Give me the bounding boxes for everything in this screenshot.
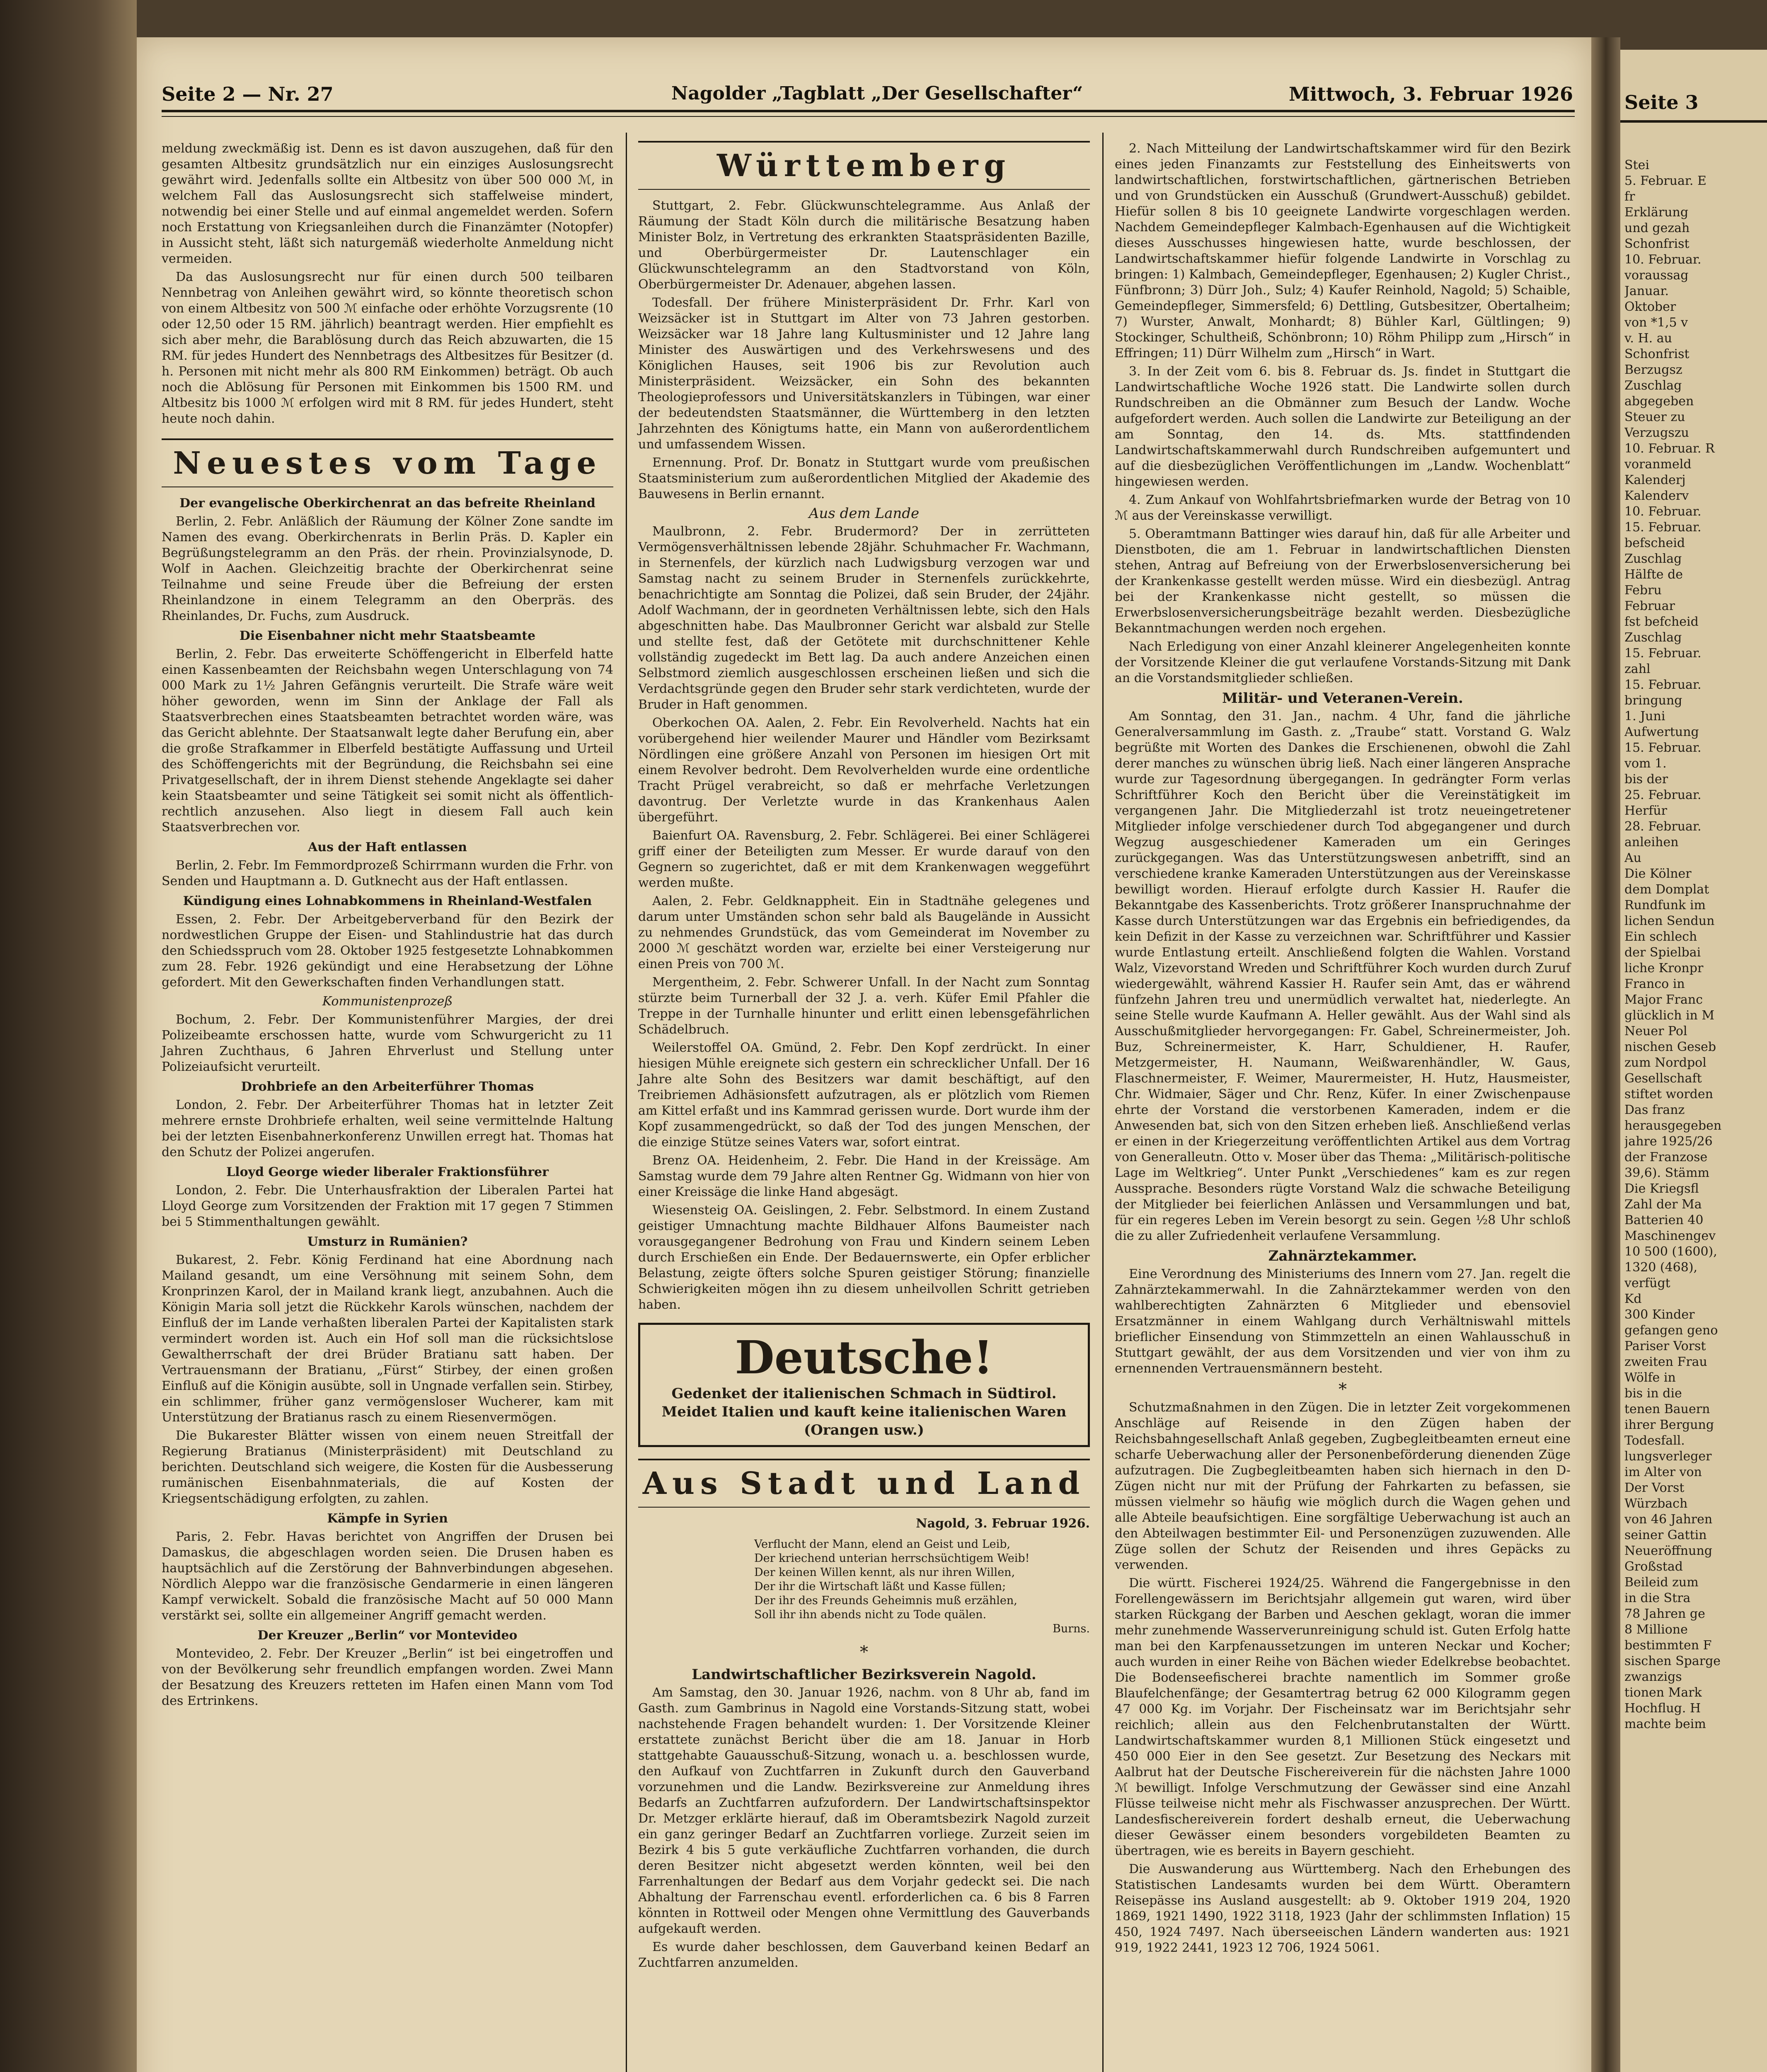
article-headline: Lloyd George wieder liberaler Fraktionsführer [226, 1165, 549, 1179]
article-text: Oberkochen OA. Aalen, 2. Febr. Ein Revolverheld. Nachts hat ein vorübergehend hier weilender Maurer und Händler vom Bezirksamt Nördlingen eine größere Anzahl von Personen im hiesigen Ort mit einem Revolver bedroht. Dem Revolverhelden wurde eine ordentliche Tracht Prügel verabreicht, so daß er mehrfache Verletzungen davontrug. Der Verletzte wurde in das Krankenhaus Aalen übergeführt. [638, 716, 1090, 825]
article-headline: Der evangelische Oberkirchenrat an das befreite Rheinland [179, 496, 595, 511]
article-text: Mergentheim, 2. Febr. Schwerer Unfall. In der Nacht zum Sonntag stürzte beim Turnerball der 32 J. a. verh. Küfer Emil Pfahler die Treppe in der Turnhalle hinunter und erlitt einen lebensgefährlichen Schädelbruch. [638, 975, 1090, 1037]
article-text: Berlin, 2. Febr. Anläßlich der Räumung der Kölner Zone sandte im Namen des evang. Oberkirchenrats in Berlin Präs. D. Kapler ein Begrüßungstelegramm an den Präs. der rhein. Provinzialsynode, D. Wolf in Aachen. Gleichzeitig brachte der Oberkirchenrat seine Teilnahme und seine Freude über die Befreiung der ersten Rheinlandzone in einem Telegramm an den Oberpräs. des Rheinlandes, Dr. Fuchs, zum Ausdruck. [162, 514, 613, 623]
adjacent-page-line: und gezah [1624, 221, 1690, 235]
adjacent-page-line: 15. Februar. [1624, 646, 1702, 661]
adjacent-page-line: verfügt [1624, 1276, 1670, 1290]
adjacent-page-line: tenen Bauern [1624, 1402, 1710, 1416]
adjacent-page-line: Stei [1624, 158, 1649, 172]
adjacent-page-line: von *1,5 v [1624, 315, 1688, 330]
adjacent-page-line: von 46 Jahren [1624, 1512, 1713, 1527]
adjacent-page-line: 1. Juni [1624, 709, 1665, 724]
adjacent-page-line: Zuschlag [1624, 552, 1682, 566]
adjacent-page-line: der Franzose [1624, 1150, 1708, 1164]
adjacent-page-line: bringung [1624, 693, 1682, 708]
adjacent-page-line: vom 1. [1624, 756, 1667, 771]
article-text: 2. Nach Mitteilung der Landwirtschaftskammer wird für den Bezirk eines jeden Finanzamts zur Feststellung des Einheitswerts von landwirtschaftlichen, forstwirtschaftlichen, gärtnerischen Betrieben und von Grundstücken ein Ausschuß (Grundwert-Ausschuß) gebildet. Hiefür sollen 8 bis 10 geeignete Landwirte vorgeschlagen werden. Nachdem Gemeindepfleger Kalmbach-Egenhausen auf die Wichtigkeit dieses Ausschusses hingewiesen hatte, wurde beschlossen, der Landwirtschaftskammer hiefür folgende Landwirte in Vorschlag zu bringen: 1) Kalmbach, Gemeindepfleger, Egenhausen; 2) Kugler Christ., Fünfbronn; 3) Dürr Joh., Sulz; 4) Kaufer Reinhold, Nagold; 5) Schaible, Gemeindepfleger, Simmersfeld; 6) Dettling, Gutsbesitzer, Obertalheim; 7) Wurster, Anwalt, Monhardt; 8) Bühler Karl, Gültlingen; 9) Stockinger, Schultheiß, Schönbronn; 10) Röhm Philipp zum „Hirsch“ in Effringen; 11) Dürr Wilhelm zum „Hirsch“ in Wart. [1115, 141, 1571, 361]
section-title: Neuestes vom Tage [162, 438, 613, 487]
article-text: London, 2. Febr. Der Arbeiterführer Thomas hat in letzter Zeit mehrere ernste Drohbriefe erhalten, weil seine vermittelnde Haltung bei der letzten Eisenbahnerkonferenz Unwillen erregt hat. Thomas hat den Schutz der Polizei angerufen. [162, 1098, 613, 1159]
adjacent-page-line: Verzugszu [1624, 426, 1689, 440]
adjacent-page-line: Kd [1624, 1292, 1642, 1306]
adjacent-page-line: machte beim [1624, 1717, 1706, 1731]
article-text: Nach Erledigung von einer Anzahl kleinerer Angelegenheiten konnte der Vorsitzende Kleiner die gut verlaufene Vorstands-Sitzung mit Dank an die Vorstandsmitglieder schließen. [1115, 639, 1571, 685]
adjacent-page-line: zwanzigs [1624, 1670, 1682, 1684]
section-title: Aus Stadt und Land [638, 1459, 1090, 1508]
adjacent-page-line: 15. Februar. [1624, 678, 1702, 692]
adjacent-page-line: Maschinengev [1624, 1229, 1716, 1243]
article-headline: Die Eisenbahner nicht mehr Staatsbeamte [239, 629, 536, 643]
article-text: Wiesensteig OA. Geislingen, 2. Febr. Selbstmord. In einem Zustand geistiger Umnachtung machte Bildhauer Alfons Baumeister nach vorausgegangener Bedrohung von Frau und Kindern seinem Leben durch Erschießen ein Ende. Der Bedauernswerte, ein Opfer erblicher Belastung, zeigte öfters solche Spuren geistiger Störung; finanzielle Schwierigkeiten mögen ihn zu diesem unheilvollen Schritt getrieben haben. [638, 1203, 1090, 1312]
adjacent-page-line: voranmeld [1624, 457, 1692, 472]
adjacent-page-line: seiner Gattin [1624, 1528, 1707, 1542]
article-text: Ernennung. Prof. Dr. Bonatz in Stuttgart wurde vom preußischen Staatsministerium zum außerordentlichen Mitglied der Akademie des Bauwesens in Berlin ernannt. [638, 455, 1090, 501]
adjacent-page-line: Pariser Vorst [1624, 1339, 1706, 1353]
adjacent-page-line: Hälfte de [1624, 567, 1683, 582]
column-1 [162, 141, 613, 1711]
adjacent-page-line: 25. Februar. [1624, 788, 1702, 802]
adjacent-page-line: fst befcheid [1624, 615, 1699, 629]
adjacent-page-line: bestimmten F [1624, 1638, 1712, 1653]
adjacent-page-line: in die Stra [1624, 1591, 1691, 1605]
poem-line: Der kriechend unterian herrschsüchtigem Weib! [754, 1552, 1030, 1565]
article-text: meldung zweckmäßig ist. Denn es ist davon auszugehen, daß für den gesamten Altbesitz grundsätzlich nur ein einziges Auslosungsrecht gewährt wird. Jedenfalls sollte ein Altbesitz von über 500 000 ℳ, in welchem Fall das Auslosungsrecht sich staffelweise mindert, notwendig bei einer Stelle und auf einmal angemeldet werden. Sofern noch Erstattung von Kriegsanleihen durch die Finanzämter (Notopfer) in Aussicht steht, läßt sich naturgemäß wiederholte Anmeldung nicht vermeiden. [162, 141, 613, 266]
adjacent-page-text [1624, 157, 1765, 1732]
adjacent-page-line: lichen Sendun [1624, 914, 1715, 928]
article-text: Berlin, 2. Febr. Im Femmordprozeß Schirrmann wurden die Frhr. von Senden und Hauptmann a. D. Gutknecht aus der Haft entlassen. [162, 858, 613, 888]
adjacent-page-line: 10. Februar. R [1624, 441, 1715, 456]
poem-line: Der keinen Willen kennt, als nur ihren Willen, [754, 1566, 1015, 1579]
adjacent-page-line: lungsverleger [1624, 1449, 1712, 1464]
dateline: Nagold, 3. Februar 1926. [916, 1516, 1090, 1531]
book-binding-left [0, 0, 137, 2072]
article-text: Am Sonntag, den 31. Jan., nachm. 4 Uhr, fand die jährliche Generalversammlung im Gasth. z. „Traube“ statt. Vorstand G. Walz begrüßte mit Worten des Dankes die Erschienenen, obwohl die Zahl derer manches zu wünschen übrig ließ. Nach einer längeren Ansprache wurde zur Tagesordnung übergegangen. In gedrängter Form verlas Schriftführer Koch den Bericht über die Vereinstätigkeit im vergangenen Jahr. Die Mitgliederzahl ist trotz neueingetretener Mitglieder infolge verschiedener durch Tod abgegangener und durch Wegzug ausgeschiedener Kameraden um ein Geringes zurückgegangen. Was das Unterstützungswesen anbetrifft, sind an verschiedene kranke Kameraden Unterstützungen aus der Vereinskasse bewilligt worden. Hierauf erfolgte durch Kassier H. Raufer die Bekanntgabe des Kassenberichts. Trotz größerer Inanspruchnahme der Kasse durch Unterstützungen war das Ergebnis ein befriedigendes, da kein Defizit in der Kasse zu verzeichnen war. Schriftführer und Kassier wurde Entlastung erteilt. Anschließend folgten die Wahlen. Vorstand Walz, Vizevorstand Wreden und Schriftführer Koch wurden durch Zuruf wiedergewählt, während Kassier H. Raufer sein Amt, das er während fünfzehn Jahren treu und unermüdlich verwaltet hat, niederlegte. An seine Stelle wurde Kaufmann A. Heller gewählt. Aus der Wahl sind als Ausschußmitglieder hervorgegangen: Fr. Gabel, Schreinermeister, Joh. Buz, Schreinermeister, K. Harr, Schuldiener, H. Raufer, Metzgermeister, H. Naumann, Weißwarenhändler, W. Gaus, Flaschnermeister, F. Weimer, Maurermeister, H. Hutz, Hausmeister, Chr. Widmaier, Säger und Chr. Renz, Küfer. In einer Zwischenpause ehrte der Vorstand die verstorbenen Kameraden, indem er die Anwesenden bat, sich von den Sitzen erheben ließ. Anschließend verlas er einen in der Kriegerzeitung veröffentlichten Artikel aus dem Vortrag von Generalleutn. Otto v. Moser über das Thema: „Militärisch-politische Lage im Weltkrieg“. Unter Punkt „Verschiedenes“ kam es zur regen Aussprache. Besonders rügte Vorstand Walz die schwache Beteiligung der Mitglieder bei feierlichen Anlässen und Versammlungen und bat, für ein regeres Leben im Verein besorgt zu sein. Gegen ½8 Uhr schloß die zu aller Zufriedenheit verlaufene Versammlung. [1115, 709, 1571, 1243]
article-text: Die Bukarester Blätter wissen von einem neuen Streitfall der Regierung Bratianus (Ministerpräsident) mit Deutschland zu berichten. Deutschland sich weigere, die Kosten für die Ausbesserung rumänischen Eisenbahnmaterials, die auf Kosten der Kriegsentschädigung erfolgten, zu zahlen. [162, 1428, 613, 1506]
adjacent-page-line: Kalenderj [1624, 473, 1686, 487]
article-text: Bochum, 2. Febr. Der Kommunistenführer Margies, der drei Polizeibeamte erschossen hatte, wurde vom Schwurgericht zu 11 Jahren Zuchthaus, 6 Jahren Ehrverlust und Stellung unter Polizeiaufsicht verurteilt. [162, 1012, 613, 1074]
adjacent-page-line: 5. Februar. E [1624, 174, 1706, 188]
adjacent-page-line: Februar [1624, 599, 1675, 613]
adjacent-page-line: Oktober [1624, 300, 1676, 314]
adjacent-page-line: zweiten Frau [1624, 1355, 1707, 1369]
article-text: Todesfall. Der frühere Ministerpräsident Dr. Frhr. Karl von Weizsäcker ist in Stuttgart im Alter von 73 Jahren gestorben. Weizsäcker war 18 Jahre lang Kultusminister und 12 Jahre lang Minister des Auswärtigen und des Verkehrswesens und des Königlichen Hauses, seit 1906 bis zur Revolution auch Ministerpräsident. Weizsäcker, ein Sohn des bekannten Theologieprofessors und Universitätskanzlers in Tübingen, war einer der bedeutendsten Staatsmänner, die Württemberg in den letzten Jahrzehnten des Königtums hatte, ein Mann von außerordentlichem und umfassendem Wissen. [638, 295, 1090, 452]
article-headline: Umsturz in Rumänien? [307, 1234, 468, 1249]
article-text: Brenz OA. Heidenheim, 2. Febr. Die Hand in der Kreissäge. Am Samstag wurde dem 79 Jahre alten Rentner Gg. Widmann von hier von einer Kreissäge die linke Hand abgesägt. [638, 1153, 1090, 1199]
adjacent-page-line: liche Kronpr [1624, 961, 1704, 975]
adjacent-page-line: 1320 (468), [1624, 1260, 1698, 1275]
article-headline: Kämpfe in Syrien [327, 1511, 448, 1526]
issue-date: Mittwoch, 3. Februar 1926 [1289, 83, 1573, 105]
adjacent-page-line: Das franz [1624, 1103, 1685, 1117]
adjacent-page-line: voraussag [1624, 268, 1689, 283]
adjacent-page-line: Herfür [1624, 804, 1668, 818]
column-divider [1102, 133, 1104, 2072]
poem [754, 1537, 1090, 1636]
adjacent-page-line: fr [1624, 189, 1635, 204]
adjacent-page-line: 10. Februar. [1624, 504, 1702, 519]
adjacent-page-line: Major Franc [1624, 992, 1703, 1007]
adjacent-page [1620, 50, 1767, 2072]
article-headline: Der Kreuzer „Berlin“ vor Montevideo [257, 1628, 518, 1643]
adjacent-page-line: Batterien 40 [1624, 1213, 1704, 1227]
adjacent-page-line: im Alter von [1624, 1465, 1702, 1479]
adjacent-page-line: stiftet worden [1624, 1087, 1713, 1101]
article-text: Am Samstag, den 30. Januar 1926, nachm. von 8 Uhr ab, fand im Gasth. zum Gambrinus in Nagold eine Vorstands-Sitzung statt, wobei nachstehende Fragen behandelt wurden: 1. Der Vorsitzende Kleiner erstattete zunächst Bericht über die am 18. Januar in Horb stattgehabte Gauausschuß-Sitzung, wonach u. a. beschlossen wurde, den Aufkauf von Zuchtfarren in Zukunft durch den Gauverband vorzunehmen und die Landw. Bezirksvereine zur Anmeldung ihres Bedarfs an Zuchtfarren aufzufordern. Der Landwirtschaftsinspektor Dr. Metzger erklärte hierauf, daß im Oberamtsbezirk Nagold zurzeit ein ganz geringer Bedarf an Zuchtfarren vorliege. Zurzeit seien im Bezirk 4 bis 5 gute verkäufliche Zuchtfarren vorhanden, die durch deren Besitzer nicht abgesetzt werden könnten, weil bei den Farrenhaltungen der Bedarf aus dem Vorjahr gedeckt sei. Die nach Abhaltung der Farrenschau eventl. erforderlichen ca. 6 bis 8 Farren könnten in Rottweil oder Mengen ohne Vermittlung des Gauverbands aufgekauft werden. [638, 1685, 1090, 1936]
adjacent-page-line: Neueröffnung [1624, 1544, 1712, 1558]
column-2 [638, 141, 1090, 1973]
adjacent-page-line: ihrer Bergung [1624, 1418, 1714, 1432]
adjacent-page-line: Aufwertung [1624, 725, 1699, 739]
article-text: 4. Zum Ankauf von Wohlfahrtsbriefmarken wurde der Betrag von 10 ℳ aus der Vereinskasse verwilligt. [1115, 493, 1571, 523]
poem-line: Der ihr die Wirtschaft läßt und Kasse füllen; [754, 1580, 1006, 1593]
adjacent-page-line: zahl [1624, 662, 1651, 676]
adjacent-page-line: sischen Sparge [1624, 1654, 1721, 1668]
adjacent-page-line: Schonfrist [1624, 347, 1690, 361]
adjacent-page-line: 39,6). Stämm [1624, 1166, 1709, 1180]
adjacent-page-line: glücklich in M [1624, 1008, 1715, 1023]
poem-author: Burns. [1053, 1622, 1090, 1635]
adjacent-page-line: tionen Mark [1624, 1685, 1702, 1700]
header-rule [162, 110, 1575, 112]
ad-line: Gedenket der italienischen Schmach in Südtirol. [671, 1385, 1057, 1402]
article-headline: Zahnärztekammer. [1268, 1248, 1417, 1264]
article-text: Bukarest, 2. Febr. König Ferdinand hat eine Abordnung nach Mailand gesandt, um eine Versöhnung mit seinem Sohn, dem Kronprinzen Karol, der in Mailand krank liegt, anzubahnen. Auch die Königin Maria soll jetzt die Rückkehr Karols wünschen, nachdem der Einfluß der im Lande verhaßten liberalen Partei der Kapitalisten stark vermindert worden ist. Auch ein Hof soll man die rücksichtslose Gewaltherrschaft der drei Brüder Bratianu satt haben. Der Vertrauensmann der Bratianu, „Fürst“ Stirbey, der einen großen Einfluß auf die Königin ausübte, soll in Ungnade verfallen sein. Stirbey, ein schlimmer, früher ganz vermögensloser Wucherer, kam mit Unterstützung der Bratianus rasch zu einem Riesenvermögen. [162, 1253, 613, 1425]
article-text: London, 2. Febr. Die Unterhausfraktion der Liberalen Partei hat Lloyd George zum Vorsitzenden der Fraktion mit 17 gegen 7 Stimmen bei 5 Stimmenthaltungen gewählt. [162, 1183, 613, 1229]
adjacent-page-line: befscheid [1624, 536, 1685, 550]
adjacent-page-line: jahre 1925/26 [1624, 1134, 1713, 1149]
section-title: Württemberg [638, 141, 1090, 190]
adjacent-page-line: Die Kriegsfl [1624, 1181, 1699, 1196]
adjacent-page-line: Gesellschaft [1624, 1071, 1702, 1086]
article-text: Aalen, 2. Febr. Geldknappheit. Ein in Stadtnähe gelegenes und darum unter Umständen schon sehr bald als Baugelände in Aussicht zu nehmendes Grundstück, das vom Gemeinderat im November zu 2000 ℳ geschätzt worden war, erzielte bei einer Versteigerung nur einen Preis von 700 ℳ. [638, 894, 1090, 971]
article-text: Da das Auslosungsrecht nur für einen durch 500 teilbaren Nennbetrag von Anleihen gewährt wird, so könnte theoretisch schon von einem Altbesitz von 500 ℳ einfache oder erhöhte Vorzugsrente (10 oder 12,50 oder 15 RM. jährlich) beantragt werden. Hier empfiehlt es sich aber mehr, die Barablösung durch das Reich abzuwarten, die 15 RM. für jedes Hundert des Nennbetrags des Altbesitzes für Besitzer (d. h. Personen mit nicht mehr als 800 RM Einkommen) beträgt. Ob auch noch die Ablösung für Personen mit Einkommen bis 1500 RM. und Altbesitz bis 1000 ℳ erfolgen wird mit 8 RM. für jedes Hundert, steht heute noch dahin. [162, 270, 613, 426]
book-gutter [1591, 37, 1620, 2072]
article-text: Essen, 2. Febr. Der Arbeitgeberverband für den Bezirk der nordwestlichen Gruppe der Eisen- und Stahlindustrie hat das durch den Schiedsspruch vom 28. Oktober 1925 festgesetzte Lohnabkommen zum 28. Febr. 1926 gekündigt und eine Herabsetzung der Löhne gefordert. Mit den Gewerkschaften finden Verhandlungen statt. [162, 912, 613, 990]
adjacent-page-line: Franco in [1624, 977, 1685, 991]
separator-star: * [860, 1643, 868, 1662]
article-headline: Kündigung eines Lohnabkommens in Rheinland-Westfalen [183, 894, 592, 908]
article-text: Baienfurt OA. Ravensburg, 2. Febr. Schlägerei. Bei einer Schlägerei griff einer der Beteiligten zum Messer. Er wurde darauf von den Gegnern so zugerichtet, daß er mit dem Krankenwagen weggeführt werden mußte. [638, 828, 1090, 890]
adjacent-page-line: dem Domplat [1624, 882, 1709, 897]
header-rule [1620, 120, 1767, 123]
adjacent-page-line: Erklärung [1624, 205, 1689, 220]
adjacent-page-line: Großstad [1624, 1559, 1683, 1574]
adjacent-page-line: bis in die [1624, 1386, 1682, 1401]
adjacent-page-line: Febru [1624, 583, 1662, 598]
adjacent-page-line: 15. Februar. [1624, 741, 1702, 755]
adjacent-page-line: Hochflug. H [1624, 1701, 1701, 1716]
article-headline: Kommunistenprozeß [322, 994, 453, 1009]
adjacent-page-line: Beileid zum [1624, 1575, 1699, 1590]
adjacent-page-line: zum Nordpol [1624, 1055, 1706, 1070]
article-text: Berlin, 2. Febr. Das erweiterte Schöffengericht in Elberfeld hatte einen Kassenbeamten der Reichsbahn wegen Unterschlagung von 74 000 Mark zu 1½ Jahren Gefängnis verurteilt. Die Strafe wäre weit höher geworden, wenn im Sinn der Anklage der Fall als Staatsverbrechen eines Staatsbeamten betrachtet worden wäre, was das Gericht ablehnte. Der Staatsanwalt legte daher Berufung ein, aber die große Strafkammer in Elberfeld bestätigte Auffassung und Urteil des Schöffengerichts mit der Begründung, die Reichsbahn sei eine Privatgesellschaft, der in ihrem Dienst stehende Angeklagte sei daher kein Staatsbeamter und seine Tätigkeit sei somit nicht als öffentlich-rechtlich anzusehen. Also liegt in diesem Fall auch kein Staatsverbrechen vor. [162, 647, 613, 835]
article-text: Montevideo, 2. Febr. Der Kreuzer „Berlin“ ist bei eingetroffen und von der Bevölkerung sehr freundlich empfangen worden. Zwei Mann der Besatzung des Kreuzers retteten im Hafen einen Mann vom Tod des Ertrinkens. [162, 1646, 613, 1708]
article-text: 3. In der Zeit vom 6. bis 8. Februar ds. Js. findet in Stuttgart die Landwirtschaftliche Woche 1926 statt. Die Landwirte sollen durch Rundschreiben an die Obmänner zum Besuch der Landw. Woche aufgefordert werden. Auch sollen die Landwirte zur Beteiligung an der am Sonntag, den 14. ds. Mts. stattfindenden Landwirtschaftskammerwahl durch Rundschreiben aufgemuntert und auf die diesbezüglichen Veröffentlichungen im „Landw. Wochenblatt“ hingewiesen werden. [1115, 364, 1571, 489]
article-headline: Aus dem Lande [808, 505, 920, 522]
adjacent-page-line: Würzbach [1624, 1496, 1688, 1511]
adjacent-page-line: Wölfe in [1624, 1370, 1676, 1385]
adjacent-page-line: Zahl der Ma [1624, 1197, 1702, 1212]
adjacent-page-line: 15. Februar. [1624, 520, 1702, 535]
adjacent-page-line: anleihen [1624, 835, 1679, 850]
ad-headline: Deutsche! [735, 1331, 993, 1384]
article-text: Weilerstoffel OA. Gmünd, 2. Febr. Den Kopf zerdrückt. In einer hiesigen Mühle ereignete sich gestern ein schrecklicher Unfall. Der 16 Jahre alte Sohn des Besitzers war damit beschäftigt, auf den Treibriemen Adhäsionsfett aufzutragen, als er plötzlich vom Riemen am Kittel erfaßt und ins Kammrad gerissen wurde. Dort wurde ihm der Kopf zusammengedrückt, so daß der Tod des jungen Menschen, der die einzige Stütze seines Vaters war, sofort eintrat. [638, 1041, 1090, 1150]
article-headline: Drohbriefe an den Arbeiterführer Thomas [241, 1080, 534, 1094]
adjacent-page-line: 78 Jahren ge [1624, 1607, 1705, 1621]
adjacent-page-line: nischen Geseb [1624, 1040, 1716, 1054]
header-rule-thin [162, 116, 1575, 117]
article-text: Stuttgart, 2. Febr. Glückwunschtelegramme. Aus Anlaß der Räumung der Stadt Köln durch die militärische Besatzung haben Minister Bolz, in Vertretung des erkrankten Staatspräsidenten Bazille, und Oberbürgermeister Dr. Lautenschlager ein Glückwunschtelegramm an den Stadtvorstand von Köln, Oberbürgermeister Dr. Adenauer, abgehen lassen. [638, 198, 1090, 292]
adjacent-page-line: 10 500 (1600), [1624, 1244, 1717, 1259]
adjacent-page-line: Januar. [1624, 284, 1669, 298]
adjacent-page-line: Der Vorst [1624, 1481, 1685, 1495]
article-text: 5. Oberamtmann Battinger wies darauf hin, daß für alle Arbeiter und Dienstboten, die am 1. Februar in landwirtschaftlichen Diensten stehen, Antrag auf Befreiung von der Erwerbslosenversicherung bei der Krankenkasse gestellt werden müsse. Wird ein diesbezügl. Antrag bei der Krankenkasse nicht gestellt, so müssen die Erwerbslosenversicherungsbeiträge bezahlt werden. Diesbezügliche Bekanntmachungen werden noch ergehen. [1115, 527, 1571, 636]
article-text: Schutzmaßnahmen in den Zügen. Die in letzter Zeit vorgekommenen Anschläge auf Reisende in den Zügen haben der Reichsbahngesellschaft Anlaß gegeben, Zugbegleitbeamten erneut eine scharfe Ueberwachung aller der Personenbeförderung dienenden Züge aufzutragen. Die Zugbegleitbeamten haben sich hiernach in den D-Zügen nicht nur mit der Prüfung der Fahrkarten zu befassen, sie müssen vielmehr so häufig wie möglich durch die Wagen gehen und alle Abteile beaufsichtigen. Eine sorgfältige Ueberwachung ist auch an den Abteilwagen bestimmter Eil- und Personenzügen zuzuwenden. Alle Züge sollen der Schutz der Reisenden und ihres Gepäcks zu verwenden. [1115, 1400, 1571, 1572]
poem-line: Der ihr des Freunds Geheimnis muß erzählen, [754, 1594, 1017, 1607]
column-divider [626, 133, 627, 2072]
poem-line: Verflucht der Mann, elend an Geist und Leib, [754, 1538, 1011, 1551]
adjacent-page-line: Zuschlag [1624, 630, 1682, 645]
adjacent-page-line: herausgegeben [1624, 1118, 1722, 1133]
adjacent-page-line: 8 Millione [1624, 1622, 1688, 1637]
adjacent-page-line: Todesfall. [1624, 1433, 1685, 1448]
advertisement-box [638, 1323, 1090, 1447]
article-headline: Militär- und Veteranen-Verein. [1222, 690, 1463, 707]
next-page-number: Seite 3 [1624, 91, 1699, 114]
masthead: Nagolder „Tagblatt „Der Gesellschafter“ [671, 83, 1083, 104]
newspaper-page [137, 37, 1591, 2072]
adjacent-page-line: Ein schlech [1624, 929, 1697, 944]
page-number-header: Seite 2 — Nr. 27 [162, 83, 334, 105]
ad-line: (Orangen usw.) [804, 1422, 924, 1438]
article-headline: Aus der Haft entlassen [308, 840, 467, 854]
poem-line: Soll ihr ihn abends nicht zu Tode quälen. [754, 1608, 987, 1621]
adjacent-page-line: der Spielbai [1624, 945, 1701, 960]
adjacent-page-line: Die Kölner [1624, 867, 1692, 881]
adjacent-page-line: gefangen geno [1624, 1323, 1718, 1338]
ad-line: Meidet Italien und kauft keine italienischen Waren [661, 1404, 1067, 1420]
adjacent-page-line: 28. Februar. [1624, 819, 1702, 834]
adjacent-page-line: 10. Februar. [1624, 252, 1702, 267]
article-text: Eine Verordnung des Ministeriums des Innern vom 27. Jan. regelt die Zahnärztekammerwahl. In die Zahnärztekammer werden von den wahlberechtigten Zahnärzten 6 Mitglieder und ebensoviel Ersatzmänner in einem Wahlgang durch Verhältniswahl mittels brieflicher Einsendung von Stimmzetteln an einen Wahlausschuß in Stuttgart gewählt, der aus dem Vorsitzenden und vier von ihm zu ernennenden Vertrauensmännern besteht. [1115, 1267, 1571, 1376]
adjacent-page-line: abgegeben [1624, 394, 1694, 409]
article-text: Es wurde daher beschlossen, dem Gauverband keinen Bedarf an Zuchtfarren anzumelden. [638, 1940, 1090, 1970]
article-headline: Landwirtschaftlicher Bezirksverein Nagold. [692, 1666, 1036, 1683]
separator-star: * [1339, 1380, 1347, 1399]
article-text: Die Auswanderung aus Württemberg. Nach den Erhebungen des Statistischen Landesamts wurden bei dem Württ. Oberamtern Reisepässe ins Ausland ausgestellt: ab 9. Oktober 1919 204, 1920 1869, 1921 1490, 1922 3118, 1923 (Jahr der schlimmsten Inflation) 15 450, 1924 7497. Nach überseeischen Ländern wanderten aus: 1921 919, 1922 2441, 1923 12 706, 1924 5061. [1115, 1862, 1571, 1955]
article-text: Paris, 2. Febr. Havas berichtet von Angriffen der Drusen bei Damaskus, die abgeschlagen worden seien. Die Drusen haben es hauptsächlich auf die Zerstörung der Bahnverbindungen abgesehen. Nördlich Aleppo war die französische Gendarmerie in einen längeren Kampf verwickelt. Sobald die französische Macht auf 50 000 Mann verstärkt sei, sollte ein allgemeiner Angriff gemacht werden. [162, 1530, 613, 1623]
adjacent-page-line: 300 Kinder [1624, 1307, 1695, 1322]
article-text: Maulbronn, 2. Febr. Brudermord? Der in zerrütteten Vermögensverhältnissen lebende 28jähr. Schuhmacher Fr. Wachmann, in Sternenfels, der kürzlich nach Ludwigsburg verzogen war und Samstag nacht zu seinem Bruder in Sternenfels zurückkehrte, benachrichtigte am Sonntag die Polizei, daß sein Bruder, der 24jähr. Adolf Wachmann, der in geordneten Verhältnissen lebte, sich den Hals abgeschnitten habe. Das Maulbronner Gericht war alsbald zur Stelle und stellte fest, daß der Getötete mit durchschnittener Kehle vollständig zugedeckt im Bett lag. Da auch andere Anzeichen einen Selbstmord ziemlich ausgeschlossen erscheinen ließen und sich die Verdachtsgründe gegen den Bruder sehr stark verdichteten, wurde der Bruder in Haft genommen. [638, 524, 1090, 712]
adjacent-page-line: Steuer zu [1624, 410, 1685, 424]
column-3 [1115, 141, 1571, 1958]
adjacent-page-line: Zuschlag [1624, 378, 1682, 393]
article-text: Die württ. Fischerei 1924/25. Während die Fangergebnisse in den Forellengewässern im Berichtsjahr allgemein gut waren, wird über starken Rückgang der Barben und Aeschen geklagt, woran die immer mehr zunehmende Wasserverunreinigung schuld ist. Guten Erfolg hatte man bei den Karpfenaussetzungen im unteren Neckar und Kocher; auch wurden in einer Reihe von Bächen wieder Edelkrebse beobachtet. Die Bodenseefischerei brachte namentlich im Sommer große Blaufelchenfänge; der Gesamtertrag betrug 62 000 Kilogramm gegen 47 000 Kg. im Vorjahr. Der Fischeinsatz war im Berichtsjahr sehr reichlich; allein aus den Felchenbrutanstalten der Württ. Landwirtschaftskammer wurden 8,1 Millionen Stück eingesetzt und 450 000 Eier in den See gesetzt. Zur Besetzung des Neckars mit Aalbrut hat der Deutsche Fischereiverein für die nächsten Jahre 1000 ℳ bewilligt. Infolge Verschmutzung der Gewässer sind eine Anzahl Flüsse teilweise nicht mehr als Fischwasser anzusprechen. Der Württ. Landesfischereiverein fordert deshalb erneut, die Ueberwachung dieser Gewässer einem besonders vorgebildeten Beamten zu übertragen, wie es bereits in Bayern geschieht. [1115, 1576, 1571, 1858]
adjacent-page-line: Neuer Pol [1624, 1024, 1687, 1038]
adjacent-page-line: Rundfunk im [1624, 898, 1706, 913]
adjacent-page-line: bis der [1624, 772, 1668, 787]
adjacent-page-line: Berzugsz [1624, 363, 1682, 377]
adjacent-page-line: v. H. au [1624, 331, 1672, 346]
adjacent-page-line: Au [1624, 851, 1641, 865]
adjacent-page-line: Schonfrist [1624, 237, 1690, 251]
adjacent-page-line: Kalenderv [1624, 489, 1689, 503]
